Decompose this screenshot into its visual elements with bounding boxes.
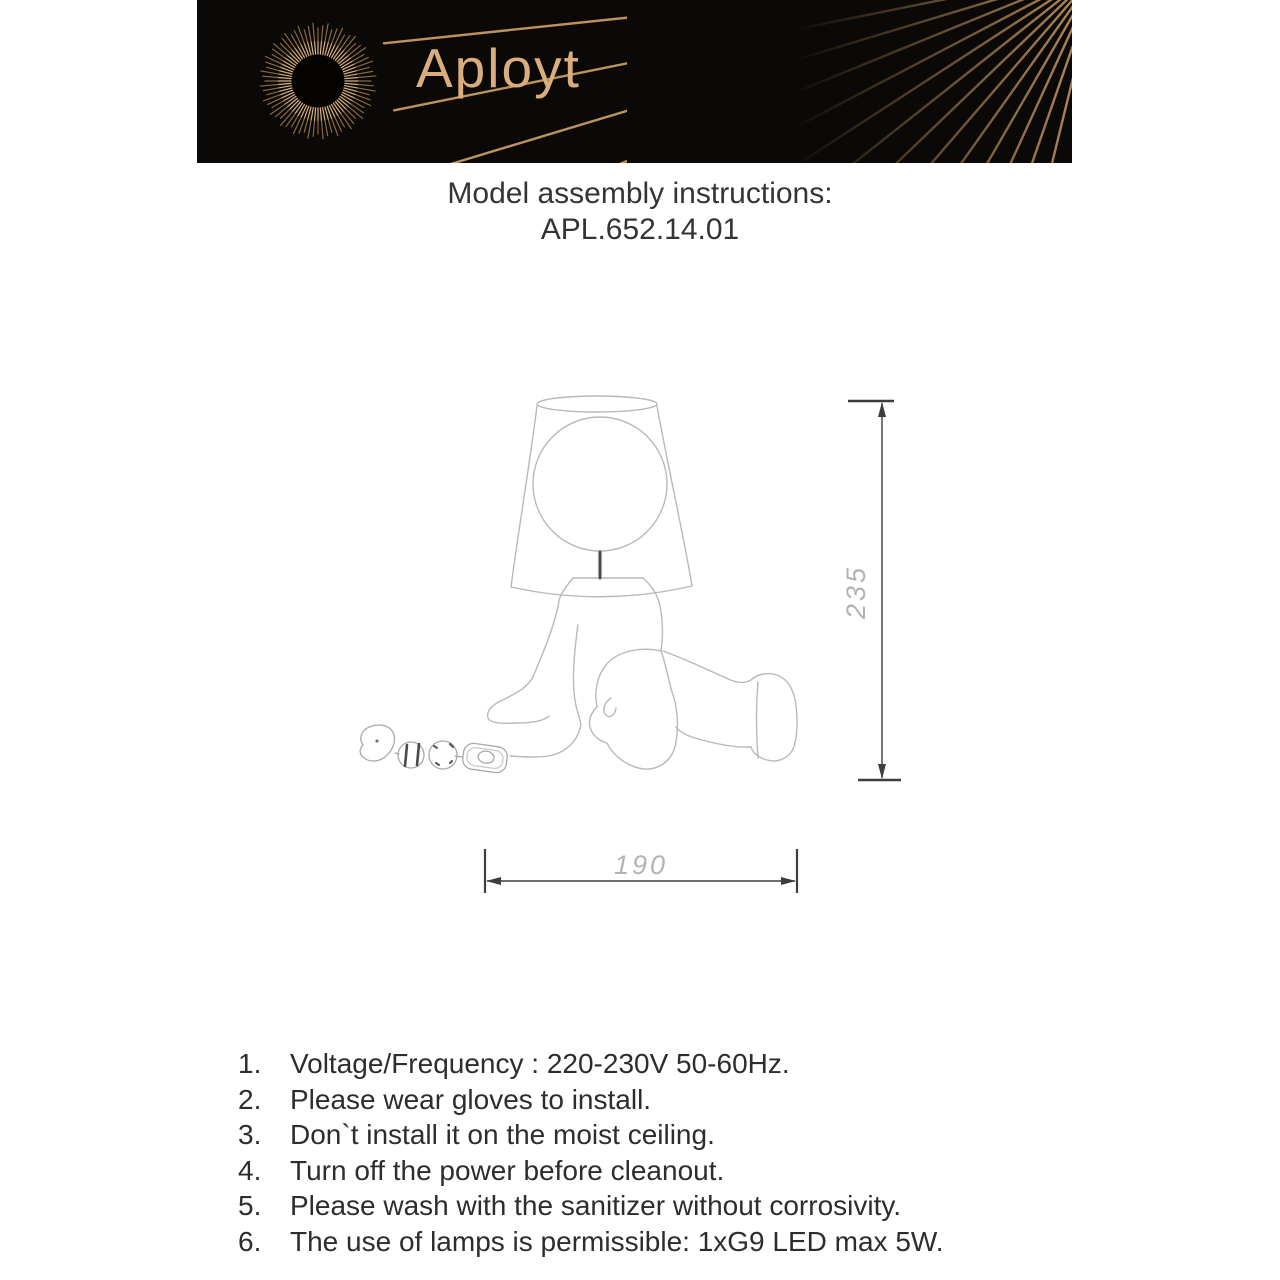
model-number: APL.652.14.01 bbox=[540, 213, 740, 246]
title-line: Model assembly instructions: bbox=[447, 177, 833, 210]
list-item bbox=[238, 1082, 1068, 1118]
item-number: 4. bbox=[238, 1154, 262, 1186]
width-dimension-label: 190 bbox=[613, 850, 669, 880]
item-text: Voltage/Frequency : 220-230V 50-60Hz. bbox=[290, 1048, 790, 1079]
header-decoration bbox=[197, 0, 1072, 163]
plug-pin bbox=[405, 745, 407, 766]
list-item bbox=[238, 1188, 1068, 1224]
brand-wordmark: Aployt bbox=[416, 37, 581, 99]
brand-header bbox=[197, 0, 1072, 163]
item-text: Please wash with the sanitizer without corrosivity. bbox=[290, 1190, 902, 1222]
lamp-figure-outline bbox=[488, 396, 797, 769]
document-title bbox=[0, 176, 1280, 248]
arrow-right-icon bbox=[781, 877, 796, 885]
lamp-technical-drawing bbox=[340, 385, 920, 900]
item-text: Turn off the power before cleanout. bbox=[290, 1154, 725, 1186]
item-number: 6. bbox=[238, 1225, 262, 1257]
ray-fade-overlay bbox=[627, 0, 1072, 163]
dimension-height bbox=[841, 401, 901, 780]
list-item bbox=[238, 1117, 1068, 1153]
item-number: 5. bbox=[238, 1190, 262, 1222]
arrow-left-icon bbox=[486, 877, 501, 885]
height-dimension-label: 235 bbox=[841, 564, 871, 620]
plug-cap bbox=[360, 725, 394, 761]
power-cord-switch-plug bbox=[360, 725, 508, 774]
list-item bbox=[238, 1046, 1068, 1082]
starburst-center bbox=[292, 55, 344, 107]
arrow-down-icon bbox=[878, 764, 886, 779]
inline-switch bbox=[461, 742, 508, 774]
item-number: 3. bbox=[238, 1119, 262, 1151]
dimension-width bbox=[485, 849, 797, 893]
item-number: 1. bbox=[238, 1048, 262, 1079]
item-text: The use of lamps is permissible: 1xG9 LED max 5W. bbox=[290, 1225, 944, 1257]
item-text: Don`t install it on the moist ceiling. bbox=[290, 1119, 715, 1151]
plug-body bbox=[429, 741, 457, 769]
plug-pin bbox=[417, 744, 419, 765]
list-item bbox=[238, 1153, 1068, 1189]
item-number: 2. bbox=[238, 1083, 262, 1115]
item-text: Please wear gloves to install. bbox=[290, 1083, 652, 1115]
arrow-up-icon bbox=[878, 402, 886, 417]
instructions-list bbox=[238, 1046, 1068, 1260]
list-item bbox=[238, 1224, 1068, 1260]
